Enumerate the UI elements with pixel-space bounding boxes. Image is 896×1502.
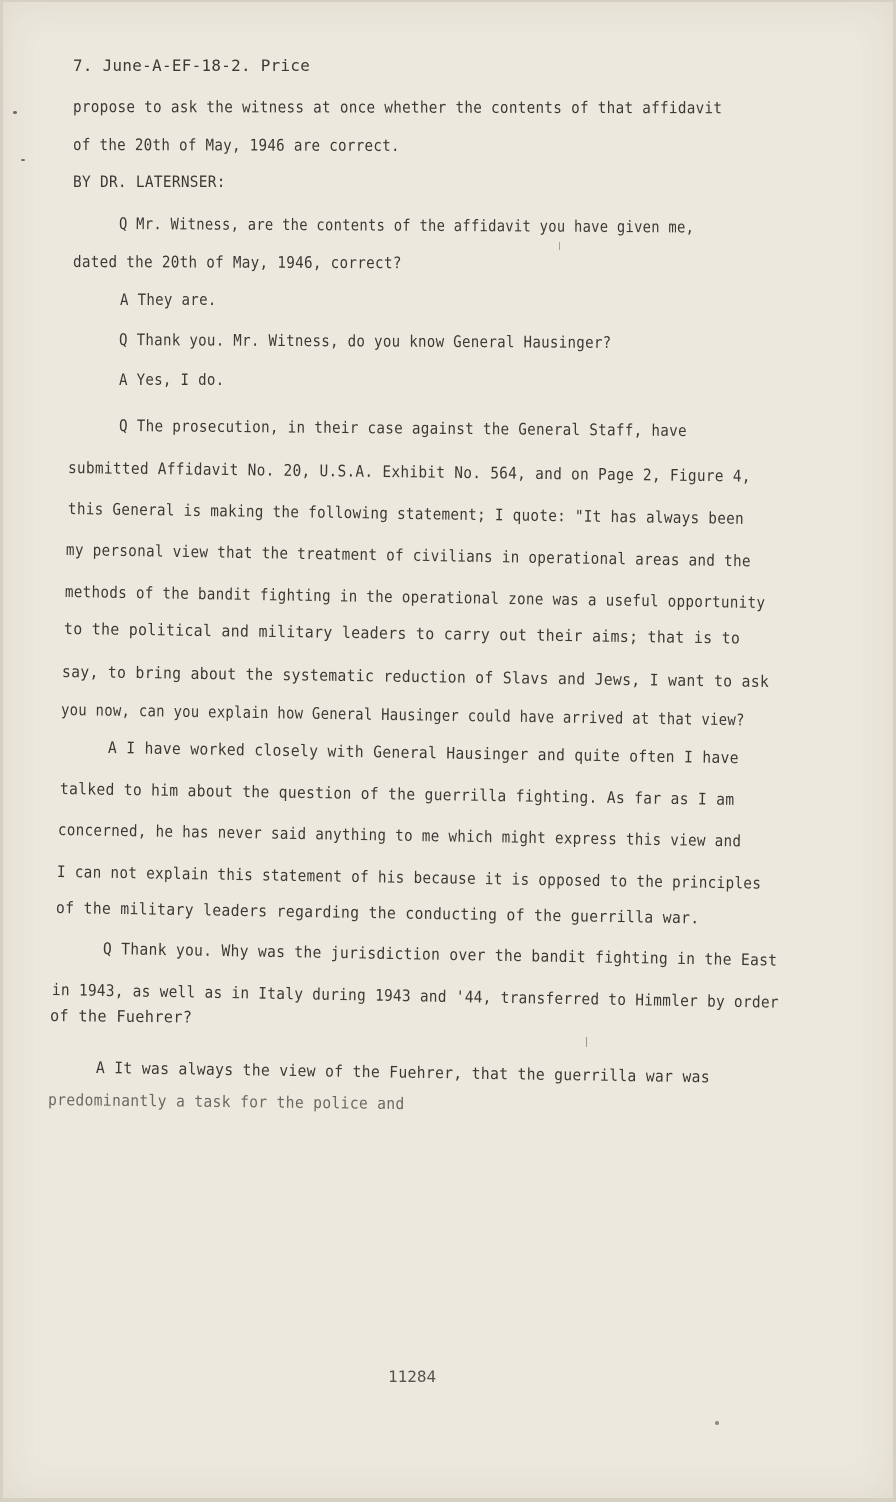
paper-speck: [586, 1037, 587, 1047]
paper-speck: [13, 111, 17, 114]
text-line: this General is making the following statement; I quote: "It has always been: [67, 499, 745, 528]
paper-speck: [715, 1421, 719, 1425]
text-line: of the Fuehrer?: [49, 1006, 193, 1027]
text-line: I can not explain this statement of his because it is opposed to the principles: [56, 862, 762, 893]
text-line: A Yes, I do.: [119, 370, 225, 389]
paper-speck: [559, 242, 560, 250]
text-line: Q Thank you. Mr. Witness, do you know General Hausinger?: [118, 330, 612, 352]
page-number: 11284: [388, 1367, 437, 1386]
text-line: A It was always the view of the Fuehrer, that the guerrilla war was: [95, 1058, 711, 1087]
text-line: talked to him about the question of the guerrilla fighting. As far as I am: [59, 779, 735, 809]
text-line: concerned, he has never said anything to me which might express this view and: [57, 820, 742, 851]
text-line: predominantly a task for the police and: [47, 1090, 405, 1114]
text-line: A They are.: [120, 290, 217, 309]
text-line: my personal view that the treatment of civilians in operational areas and the: [65, 540, 751, 571]
text-line: Q Thank you. Why was the jurisdiction over the bandit fighting in the East: [102, 939, 778, 970]
text-line: Q The prosecution, in their case against the General Staff, have: [118, 416, 688, 441]
text-line: in 1943, as well as in Italy during 1943 and '44, transferred to Himmler by order: [51, 980, 779, 1012]
text-line: dated the 20th of May, 1946, correct?: [72, 252, 402, 273]
text-line: Q Mr. Witness, are the contents of the affidavit you have given me,: [118, 214, 695, 237]
document-page: [3, 2, 893, 1498]
text-line: to the political and military leaders to carry out their aims; that is to: [63, 619, 741, 648]
text-line: say, to bring about the systematic reduction of Slavs and Jews, I want to ask: [61, 662, 770, 692]
document-header: 7. June-A-EF-18-2. Price: [73, 56, 311, 75]
text-line: of the 20th of May, 1946 are correct.: [72, 135, 400, 155]
text-line: submitted Affidavit No. 20, U.S.A. Exhibit No. 564, and on Page 2, Figure 4,: [67, 458, 751, 486]
text-line: methods of the bandit fighting in the operational zone was a useful opportunity: [64, 582, 766, 613]
paper-speck: [21, 159, 25, 161]
text-line: A I have worked closely with General Hausinger and quite often I have: [107, 738, 740, 768]
text-line: of the military leaders regarding the conducting of the guerrilla war.: [55, 898, 700, 928]
text-line: you now, can you explain how General Hausinger could have arrived at that view?: [60, 700, 745, 730]
text-line: BY DR. LATERNSER:: [73, 172, 226, 191]
text-line: propose to ask the witness at once whether the contents of that affidavit: [72, 97, 723, 118]
